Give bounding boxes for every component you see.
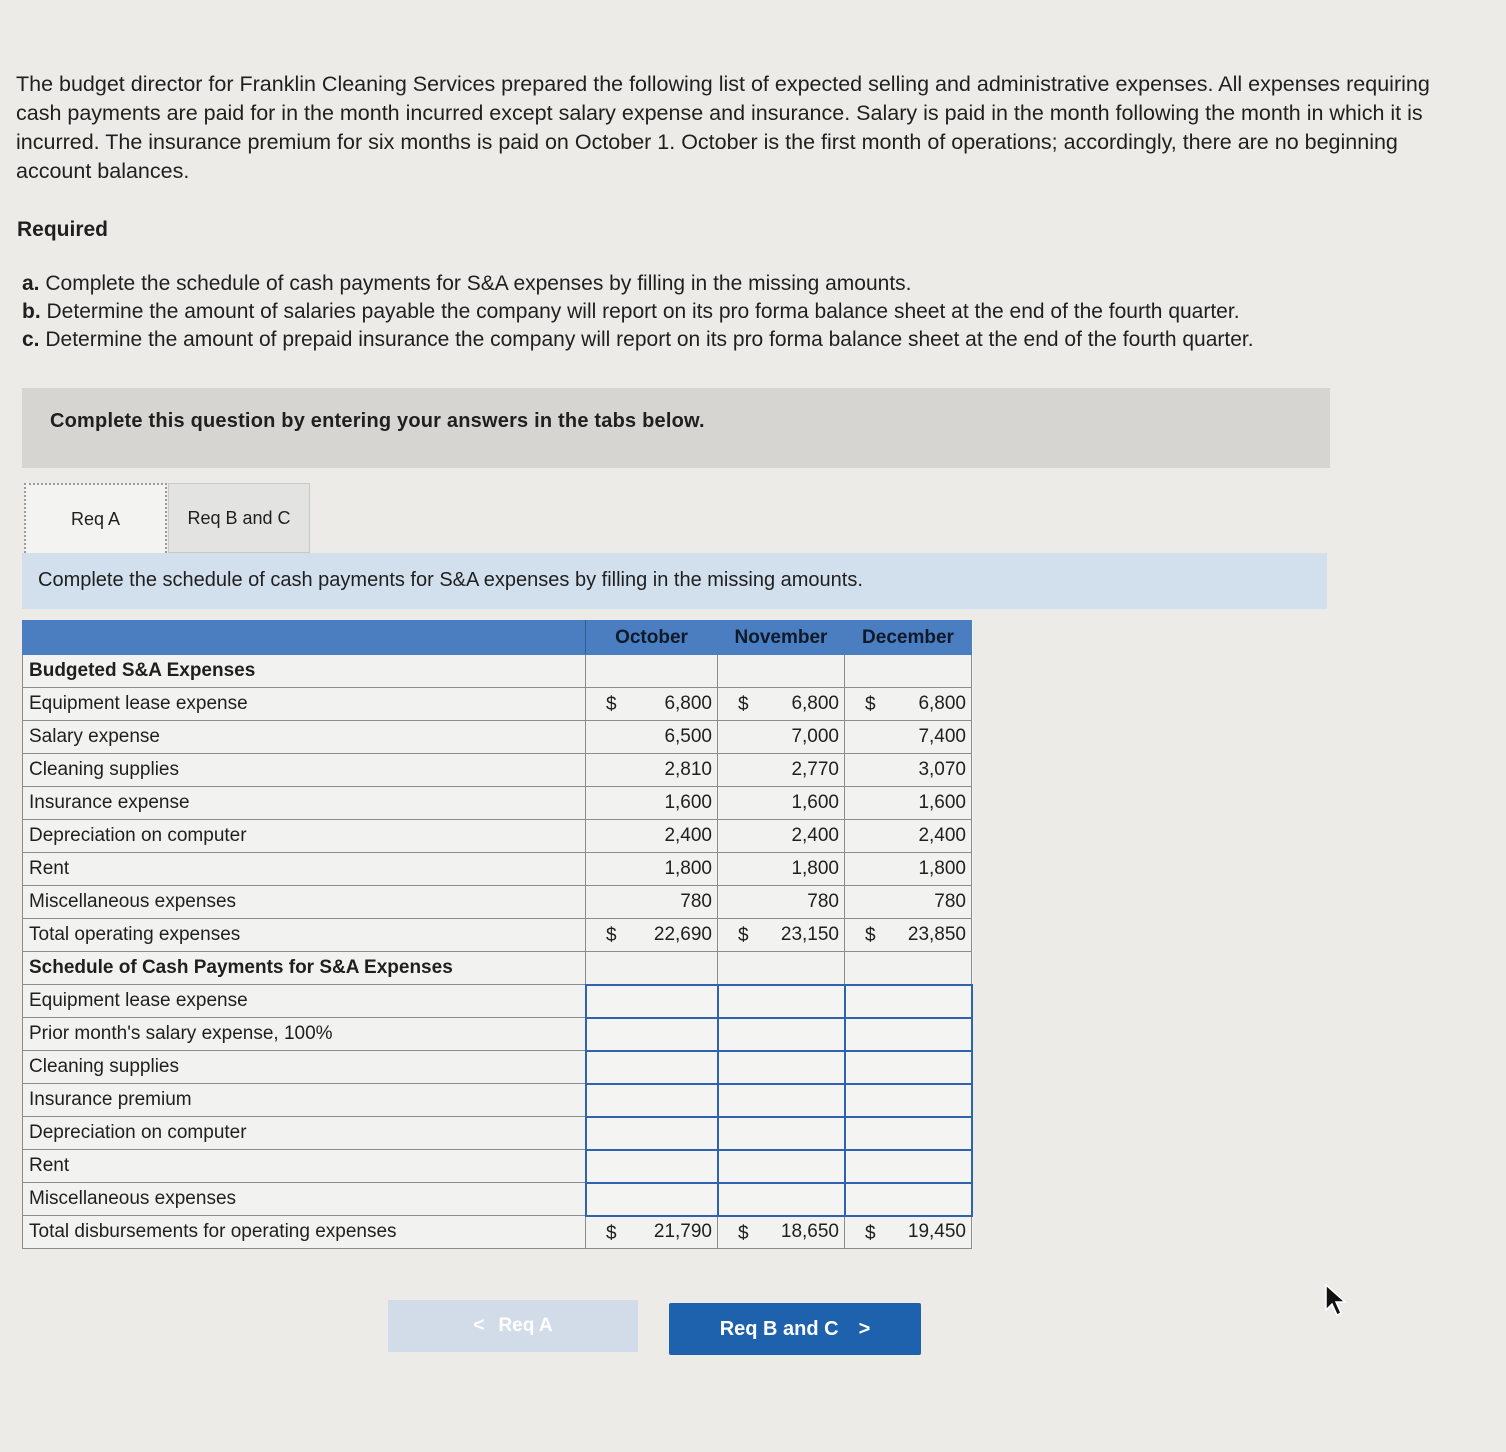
table-row [23, 853, 972, 886]
answer-input-november[interactable] [718, 1051, 845, 1084]
next-button-req-b-and-c[interactable] [669, 1303, 921, 1355]
row-label: Equipment lease expense [23, 688, 586, 721]
row-label: Insurance expense [23, 787, 586, 820]
table-row [23, 1150, 972, 1183]
table-row [23, 1051, 972, 1084]
total-cell: $ 22,690 [586, 919, 718, 952]
total-cell: $ 23,850 [845, 919, 972, 952]
table-row [23, 886, 972, 919]
header-december: December [845, 621, 972, 655]
row-label: Rent [23, 853, 586, 886]
value-cell: 1,600 [586, 787, 718, 820]
currency-symbol: $ [738, 694, 749, 715]
answer-input-october[interactable] [586, 1051, 718, 1084]
banner-text: Complete this question by entering your answers in the tabs below. [50, 410, 705, 432]
value-cell: 1,600 [718, 787, 845, 820]
answer-input-october[interactable] [586, 1084, 718, 1117]
value-cell: 7,000 [718, 721, 845, 754]
answer-input-december[interactable] [845, 1018, 972, 1051]
currency-symbol: $ [738, 1222, 749, 1244]
row-label: Rent [23, 1150, 586, 1183]
value-cell: 1,800 [718, 853, 845, 886]
instructions-banner [22, 388, 1330, 468]
answer-input-december[interactable] [845, 1150, 972, 1183]
total-cell: $ 21,790 [586, 1216, 718, 1249]
header-label-cell [23, 621, 586, 655]
row-label: Miscellaneous expenses [23, 886, 586, 919]
currency-symbol: $ [606, 925, 617, 946]
header-november: November [718, 621, 845, 655]
answer-input-october[interactable] [586, 1183, 718, 1216]
currency-symbol: $ [865, 1222, 876, 1244]
tab-req-b-and-c[interactable]: Req B and C [168, 483, 310, 553]
row-label: Depreciation on computer [23, 820, 586, 853]
currency-symbol: $ [738, 925, 749, 946]
section-header-row [23, 655, 972, 688]
value-cell: 3,070 [845, 754, 972, 787]
answer-input-november[interactable] [718, 1084, 845, 1117]
sa-expenses-table [22, 620, 973, 1249]
table-row [23, 1117, 972, 1150]
row-label: Equipment lease expense [23, 985, 586, 1018]
total-operating-row [23, 919, 972, 952]
answer-input-december[interactable] [845, 1084, 972, 1117]
value-cell: 1,600 [845, 787, 972, 820]
value-cell: 780 [718, 886, 845, 919]
answer-input-october[interactable] [586, 1018, 718, 1051]
value-cell: 2,400 [845, 820, 972, 853]
value-cell: 2,400 [586, 820, 718, 853]
total-cell: $ 19,450 [845, 1216, 972, 1249]
value-cell: $ 6,800 [586, 688, 718, 721]
currency-symbol: $ [606, 694, 617, 715]
total-cell: $ 23,150 [718, 919, 845, 952]
table-row [23, 754, 972, 787]
requirement-a: a. Complete the schedule of cash payments for S&A expenses by filling in the missing amounts. [22, 272, 912, 295]
answer-input-october[interactable] [586, 985, 718, 1018]
prev-button-req-a[interactable] [388, 1300, 638, 1352]
problem-description: The budget director for Franklin Cleaning Services prepared the following list of expected selling and administrative expenses. All expenses requiring cash payments are paid for in the month incurred except salary expense and insurance. Salary is paid in the month following the month in which it is incurred. The insurance premium for six months is paid on October 1. October is the first month of operations; accordingly, there are no beginning account balances. [16, 72, 1430, 183]
value-cell: $ 6,800 [845, 688, 972, 721]
answer-input-november[interactable] [718, 1018, 845, 1051]
row-label: Total operating expenses [23, 919, 586, 952]
required-heading: Required [17, 218, 109, 241]
total-disbursements-row [23, 1216, 972, 1249]
value-cell: 6,500 [586, 721, 718, 754]
row-label: Cleaning supplies [23, 1051, 586, 1084]
requirement-c: c. Determine the amount of prepaid insurance the company will report on its pro forma balance sheet at the end of the fourth quarter. [22, 328, 1254, 351]
value-cell: 2,770 [718, 754, 845, 787]
row-label: Insurance premium [23, 1084, 586, 1117]
answer-input-december[interactable] [845, 1117, 972, 1150]
answer-input-november[interactable] [718, 1183, 845, 1216]
section-payments-title: Schedule of Cash Payments for S&A Expenses [23, 952, 586, 985]
answer-input-october[interactable] [586, 1117, 718, 1150]
chevron-left-icon: < [473, 1315, 485, 1336]
answer-input-december[interactable] [845, 985, 972, 1018]
row-label: Miscellaneous expenses [23, 1183, 586, 1216]
tab-req-a[interactable]: Req A [24, 483, 167, 553]
total-cell: $ 18,650 [718, 1216, 845, 1249]
table-row [23, 1084, 972, 1117]
answer-input-december[interactable] [845, 1183, 972, 1216]
value-cell: 2,400 [718, 820, 845, 853]
chevron-right-icon: > [858, 1317, 871, 1340]
prev-button-label: Req A [498, 1315, 553, 1336]
next-button-label: Req B and C [719, 1317, 839, 1340]
value-cell: $ 6,800 [718, 688, 845, 721]
section-header-row [23, 952, 972, 985]
value-cell: 7,400 [845, 721, 972, 754]
row-label: Depreciation on computer [23, 1117, 586, 1150]
section-budgeted-title: Budgeted S&A Expenses [23, 655, 586, 688]
table-row [23, 820, 972, 853]
currency-symbol: $ [865, 694, 876, 715]
value-cell: 780 [845, 886, 972, 919]
table-header-row [23, 621, 972, 655]
value-cell: 780 [586, 886, 718, 919]
value-cell: 1,800 [586, 853, 718, 886]
table-row [23, 787, 972, 820]
table-row [23, 688, 972, 721]
currency-symbol: $ [865, 925, 876, 946]
answer-input-november[interactable] [718, 1117, 845, 1150]
mouse-cursor-icon [1322, 1282, 1352, 1318]
table-row [23, 1183, 972, 1216]
value-cell: 2,810 [586, 754, 718, 787]
answer-input-october[interactable] [586, 1150, 718, 1183]
tab-instruction: Complete the schedule of cash payments for S&A expenses by filling in the missing amounts. [22, 553, 1327, 609]
row-label: Salary expense [23, 721, 586, 754]
requirement-b: b. Determine the amount of salaries payable the company will report on its pro forma balance sheet at the end of the fourth quarter. [22, 300, 1240, 323]
value-cell: 1,800 [845, 853, 972, 886]
answer-input-november[interactable] [718, 985, 845, 1018]
row-label: Prior month's salary expense, 100% [23, 1018, 586, 1051]
table-row [23, 985, 972, 1018]
row-label: Cleaning supplies [23, 754, 586, 787]
answer-input-december[interactable] [845, 1051, 972, 1084]
table-row [23, 1018, 972, 1051]
row-label: Total disbursements for operating expenses [23, 1216, 586, 1249]
header-october: October [586, 621, 718, 655]
answer-input-november[interactable] [718, 1150, 845, 1183]
table-row [23, 721, 972, 754]
requirements-list [22, 270, 1482, 354]
currency-symbol: $ [606, 1222, 617, 1244]
